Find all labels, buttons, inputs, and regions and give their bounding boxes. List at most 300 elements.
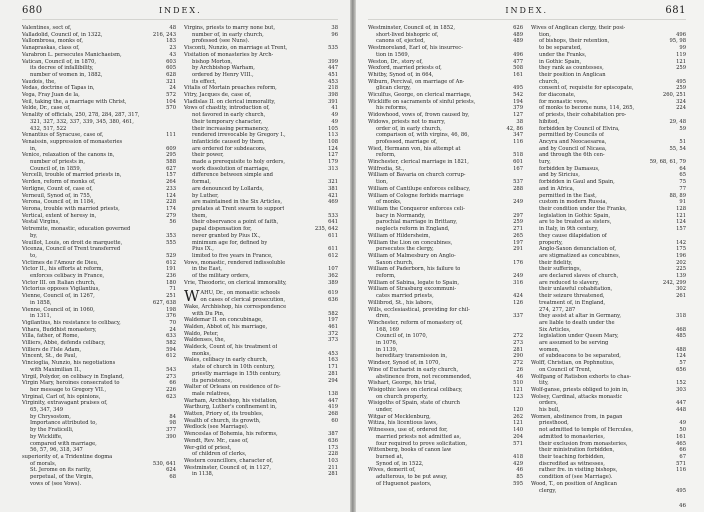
- index-entry: [22, 38, 176, 45]
- index-entry: [22, 45, 176, 52]
- index-entry: [531, 172, 686, 179]
- index-entry: [184, 139, 338, 146]
- index-page-ref: 391: [328, 98, 338, 105]
- index-term: Vows, monastic, rendered indissoluble: [184, 259, 286, 266]
- index-term: formal,: [192, 179, 211, 186]
- index-page-ref: 537: [513, 179, 523, 186]
- index-term: Watten, Priory of, its troubles,: [184, 411, 264, 418]
- index-page-ref: 157: [166, 172, 176, 179]
- index-entry: [368, 353, 523, 360]
- index-page-ref: 121: [676, 58, 686, 65]
- index-entry: [368, 313, 523, 320]
- index-entry: [22, 387, 176, 394]
- index-page-ref: 111: [166, 132, 176, 139]
- index-page-ref: 571: [676, 460, 686, 467]
- index-entry: [368, 139, 523, 146]
- index-page-ref: 636: [328, 437, 338, 444]
- index-page-ref: 594: [166, 346, 176, 353]
- index-term: Velde, Dr., case of,: [22, 105, 71, 112]
- index-page-ref: 321: [328, 179, 338, 186]
- index-entry: [531, 420, 686, 427]
- right-page-number: 681: [665, 5, 686, 16]
- index-entry: [368, 206, 523, 213]
- index-page-ref: 142: [676, 239, 686, 246]
- index-page-ref: 24: [169, 326, 176, 333]
- index-page-ref: 453: [328, 78, 338, 85]
- index-page-ref: 453: [328, 350, 338, 357]
- index-entry: [368, 179, 523, 186]
- index-entry: [22, 32, 176, 39]
- index-page-ref: 518: [513, 152, 523, 159]
- index-page-ref: 291: [513, 246, 523, 253]
- index-entry: [368, 454, 523, 461]
- index-entry: [531, 32, 686, 39]
- index-term: their increasing permanency,: [192, 125, 269, 132]
- index-page-ref: 57: [679, 360, 686, 367]
- index-term: Villa, father, of Rome,: [22, 333, 80, 340]
- index-page-ref: 249: [513, 273, 523, 280]
- index-entry: [22, 447, 176, 454]
- index-term: their temporary character,: [192, 118, 262, 125]
- index-term: Vihara, Buddhist monastery,: [22, 326, 97, 333]
- index-term: Wolsey, Cardinal, attacks monastic: [531, 393, 623, 400]
- index-term: in 1858,: [30, 299, 52, 306]
- index-entry: [184, 273, 338, 280]
- index-term: Walden, Abbot of, his marriage,: [184, 323, 268, 330]
- index-term: abstinence from, not recommended,: [376, 373, 472, 380]
- index-page-ref: 24: [169, 85, 176, 92]
- index-entry: [184, 92, 338, 99]
- index-page-ref: 641: [328, 219, 338, 226]
- left-col-1: [22, 25, 176, 488]
- index-term: Waldenses, the,: [184, 337, 226, 344]
- index-entry: [184, 317, 338, 324]
- index-entry: [22, 253, 176, 260]
- index-page-ref: 85: [516, 474, 523, 481]
- index-page-ref: 389: [328, 279, 338, 286]
- index-entry: [531, 374, 686, 381]
- index-term: by Wickliffe,: [30, 433, 63, 440]
- index-entry: [184, 253, 338, 260]
- index-term: hibited,: [539, 118, 560, 125]
- right-running-head: [368, 5, 686, 20]
- index-term: Varabron L. persecutes Manichaeism,: [22, 51, 122, 58]
- index-page-ref: 572: [166, 92, 176, 99]
- index-term: Verden, reform of monks of,: [22, 179, 96, 186]
- index-term: Vienne, Council of, in 1267,: [22, 293, 95, 300]
- index-term: reform,: [376, 273, 396, 280]
- index-entry: [184, 79, 338, 86]
- index-entry: [184, 331, 338, 338]
- index-entry: [184, 226, 338, 233]
- index-page-ref: 611: [328, 246, 338, 253]
- index-term: forbidden by Council of Elvira,: [539, 125, 620, 132]
- index-entry: [531, 112, 686, 119]
- index-term: Anglo-Saxon denunciation of,: [539, 246, 617, 253]
- index-entry: [531, 179, 686, 186]
- index-entry: [368, 374, 523, 381]
- index-page-ref: 379: [513, 105, 523, 112]
- index-page-ref: 26: [516, 366, 523, 373]
- index-term: AHU, Dr., on monastic schools: [200, 290, 280, 297]
- index-entry: [184, 311, 338, 318]
- index-entry: [184, 72, 338, 79]
- index-term: compared with marriage,: [30, 440, 97, 447]
- index-term: Wake, Archbishop, his correspondence: [184, 303, 287, 310]
- index-term: papal dispensation for,: [192, 226, 252, 233]
- index-entry: [368, 380, 523, 387]
- index-entry: [184, 438, 338, 445]
- index-page-ref: 128: [676, 205, 686, 212]
- index-page-ref: 571: [513, 440, 523, 447]
- index-term: on cases of clerical prosecution,: [200, 297, 286, 304]
- index-term: Widowhood, vows of, frown caused by,: [368, 112, 470, 119]
- index-term: 321, 327, 332, 337, 339, 345, 380, 461,: [30, 118, 134, 125]
- index-term: William of Bavaria on church corrup-: [368, 172, 466, 179]
- index-term: Vigilantius, his resistance to celibacy,: [22, 319, 121, 326]
- drop-cap: W: [184, 287, 200, 306]
- index-page-ref: 595: [513, 480, 523, 487]
- index-entry: [184, 240, 338, 247]
- index-entry: [531, 186, 686, 193]
- index-term: admitted to monasteries,: [539, 433, 605, 440]
- index-entry: [184, 391, 338, 398]
- index-page-ref: 235, 642: [314, 226, 338, 233]
- index-page-ref: 46: [516, 373, 523, 380]
- index-entry: [368, 360, 523, 367]
- index-term: permitted by Councils of: [539, 132, 604, 139]
- index-term: their condition under the Franks,: [539, 205, 627, 212]
- index-page-ref: 49: [331, 112, 338, 119]
- index-page-ref: 477: [513, 58, 523, 65]
- index-entry: [368, 38, 523, 45]
- index-entry: [531, 85, 686, 92]
- index-entry: [184, 199, 338, 206]
- index-entry: [22, 313, 176, 320]
- index-term: them,: [192, 212, 208, 219]
- index-term: their observance a point of faith,: [192, 219, 279, 226]
- index-entry: [22, 327, 176, 334]
- index-term: Vitalis of Mortain preaches reform,: [184, 85, 277, 92]
- index-term: they rank as countesses,: [539, 65, 604, 72]
- index-page-ref: 535: [328, 45, 338, 52]
- index-term: William of Cantilupe enforces celibacy,: [368, 185, 471, 192]
- index-page-ref: 496: [513, 51, 523, 58]
- index-entry: [184, 132, 338, 139]
- index-entry: [184, 146, 338, 153]
- index-term: their sufferings,: [539, 266, 582, 273]
- index-entry: [531, 219, 686, 226]
- index-term: by Chrysostom,: [30, 413, 71, 420]
- index-term: Wine of Eucharist in early church,: [368, 366, 459, 373]
- index-page-ref: 121: [513, 420, 523, 427]
- index-entry: [22, 166, 176, 173]
- index-page-ref: 55, 54: [669, 145, 686, 152]
- index-page-ref: 399: [328, 58, 338, 65]
- index-term: Wales, celibacy in early church,: [184, 357, 268, 364]
- index-term: Vallombrosa, monks of,: [22, 38, 84, 45]
- index-term: are denounced by Lollards,: [192, 185, 264, 192]
- index-entry: [531, 353, 686, 360]
- index-page-ref: 279: [166, 212, 176, 219]
- index-entry: [22, 340, 176, 347]
- index-page-ref: 281: [328, 471, 338, 478]
- index-entry: [531, 313, 686, 320]
- index-page-ref: 29, 48: [669, 118, 686, 125]
- index-entry: [184, 266, 338, 273]
- index-entry: [22, 79, 176, 86]
- index-page-ref: 191: [166, 266, 176, 273]
- index-entry: [184, 59, 338, 66]
- index-entry: [368, 461, 523, 468]
- index-term: Vatican, Council of, in 1870,: [22, 58, 97, 65]
- index-entry: [184, 418, 338, 425]
- index-entry: [368, 59, 523, 66]
- index-term: Walter of Orleans on residence of fe-: [184, 384, 281, 391]
- index-entry: [531, 52, 686, 59]
- index-term: Virginal, Carl of, his opinions,: [22, 393, 101, 400]
- index-term: William of Hildersheim,: [368, 232, 431, 239]
- index-term: in 1311,: [30, 313, 52, 320]
- index-term: for monastic vows,: [539, 98, 589, 105]
- index-entry: [184, 337, 338, 344]
- index-term: Verona, trouble with married priests,: [22, 205, 120, 212]
- index-entry: [22, 152, 176, 159]
- index-entry: [368, 347, 523, 354]
- index-page-ref: 88, 89: [669, 192, 686, 199]
- index-page-ref: 197: [513, 239, 523, 246]
- index-term: their seizure threatened,: [539, 293, 605, 300]
- left-header-title: INDEX.: [158, 6, 202, 15]
- index-term: to,: [30, 252, 37, 259]
- index-entry: [531, 400, 686, 407]
- index-entry: [22, 273, 176, 280]
- left-col-2a: [184, 25, 338, 286]
- index-entry: [22, 226, 176, 233]
- index-entry: [368, 92, 523, 99]
- index-term: William of Malmesbury on Anglo-: [368, 252, 456, 259]
- index-entry: [22, 206, 176, 213]
- index-term: made a prerequisite to holy orders,: [192, 159, 286, 166]
- index-term: bacy in Normandy,: [376, 212, 426, 219]
- index-term: never granted by Pius IX.,: [192, 232, 261, 239]
- index-page-ref: 260, 251: [662, 92, 686, 99]
- index-term: Wenceslas of Bohemia, his reforms,: [184, 431, 278, 438]
- index-term: Ancyra and Neocaesarea,: [539, 138, 607, 145]
- index-entry: [368, 253, 523, 260]
- index-term: tion,: [539, 31, 551, 38]
- index-page-ref: 163: [328, 357, 338, 364]
- index-entry: [368, 394, 523, 401]
- index-entry: [531, 414, 686, 421]
- index-term: prelates at Trent swarm to support: [192, 205, 285, 212]
- index-entry: [531, 132, 686, 139]
- index-page-ref: 197: [328, 317, 338, 324]
- index-entry: [184, 260, 338, 267]
- index-term: professed (see Nuns).: [192, 38, 250, 45]
- index-page-ref: 259: [513, 219, 523, 226]
- index-page-ref: 295: [166, 152, 176, 159]
- index-term: Wives of Anglican clergy, their posi-: [531, 25, 626, 31]
- index-term: Wealth of church, its growth,: [184, 417, 261, 424]
- index-page-ref: 218: [328, 85, 338, 92]
- index-term: and in Africa,: [539, 185, 575, 192]
- index-entry: [368, 340, 523, 347]
- index-entry: [22, 193, 176, 200]
- index-entry: [368, 213, 523, 220]
- index-term: William the Conqueror enforces celi-: [368, 205, 465, 212]
- index-term: Vanapraskas, class of,: [22, 45, 80, 52]
- index-term: short-lived bishopric of,: [376, 31, 439, 38]
- index-term: of the military orders,: [192, 273, 250, 280]
- index-term: Six Articles,: [539, 326, 571, 333]
- index-entry: [368, 172, 523, 179]
- index-page-ref: 303: [676, 386, 686, 393]
- index-entry: [531, 454, 686, 461]
- index-term: cates married priests,: [376, 293, 434, 300]
- index-entry: [531, 307, 686, 314]
- index-term: superiority of, a Tridentine dogma: [22, 454, 113, 460]
- index-entry: [184, 351, 338, 358]
- index-page-ref: 42, 86: [506, 125, 523, 132]
- index-entry: [368, 32, 523, 39]
- index-page-ref: 140: [513, 427, 523, 434]
- index-term: Wolfgang of Ratisbon exhorts to chas-: [531, 373, 632, 380]
- index-term: not favored in early church,: [192, 112, 266, 119]
- index-page-ref: 121: [513, 386, 523, 393]
- index-term: parochial marriage in Brittany,: [376, 219, 458, 226]
- index-term: enforces celibacy in France,: [30, 273, 105, 280]
- index-term: Windsor, Synod of, in 1070,: [368, 360, 441, 367]
- index-term: in,: [30, 145, 37, 152]
- index-page-ref: 59: [679, 125, 686, 132]
- index-term: number of priests in,: [30, 159, 86, 166]
- index-page-ref: 605: [166, 65, 176, 72]
- index-page-ref: 176: [513, 259, 523, 266]
- index-term: Vertical, extent of heresy in,: [22, 212, 97, 219]
- index-page-ref: 113: [328, 132, 338, 139]
- index-term: on Council of Trent,: [539, 366, 592, 373]
- index-entry: [184, 172, 338, 179]
- index-page-ref: 251: [166, 293, 176, 300]
- index-term: rendered irrevocable by Gregory I.,: [192, 132, 286, 139]
- index-page-ref: 447: [676, 400, 686, 407]
- index-entry: [22, 186, 176, 193]
- index-term: Wittenberg, books of canon law: [368, 447, 452, 454]
- index-entry: [22, 307, 176, 314]
- index-term: difference between simple and: [192, 172, 273, 179]
- index-entry: [22, 159, 176, 166]
- index-term: order of, in early church,: [376, 125, 442, 132]
- index-entry: [22, 25, 176, 32]
- index-entry: [22, 105, 176, 112]
- index-entry: [368, 52, 523, 59]
- index-term: William of Paderborn, his failure to: [368, 266, 461, 273]
- index-page-ref: 179: [328, 159, 338, 166]
- index-page-ref: 281: [328, 370, 338, 377]
- index-entry: [184, 364, 338, 371]
- index-entry: [22, 85, 176, 92]
- index-page-ref: 623: [166, 393, 176, 400]
- index-term: Council of, in 1070,: [376, 333, 428, 340]
- index-entry: [22, 414, 176, 421]
- right-columns: [368, 25, 686, 494]
- index-term: 274, 277, 287: [539, 306, 576, 313]
- index-page-ref: 138: [328, 390, 338, 397]
- index-term: and by Siricius,: [539, 172, 580, 179]
- index-entry: [531, 461, 686, 468]
- index-entry: [184, 186, 338, 193]
- index-page-ref: 627: [166, 165, 176, 172]
- index-term: of morals,: [30, 460, 57, 467]
- index-term: are ordered for subdeacons,: [192, 145, 267, 152]
- index-page-ref: 273: [513, 340, 523, 347]
- index-entry: [531, 166, 686, 173]
- index-term: Venaissin, suppression of monasteries: [22, 138, 123, 145]
- index-entry: [22, 126, 176, 133]
- index-term: William of Sabina, legate to Spain,: [368, 279, 460, 286]
- index-entry: [22, 441, 176, 448]
- index-entry: [184, 451, 338, 458]
- index-page-ref: 628: [166, 71, 176, 78]
- index-entry: [368, 273, 523, 280]
- index-page-ref: 373: [328, 337, 338, 344]
- index-entry: [368, 320, 523, 327]
- index-entry: [184, 233, 338, 240]
- index-entry: [184, 246, 338, 253]
- index-entry: [184, 411, 338, 418]
- index-entry: [22, 474, 176, 481]
- index-entry: [22, 400, 176, 407]
- index-page-ref: 38: [331, 25, 338, 31]
- index-entry: [368, 327, 523, 334]
- index-page-ref: 259: [676, 65, 686, 72]
- index-page-ref: 108: [328, 138, 338, 145]
- index-term: Winchester, reform of monastery of,: [368, 319, 463, 326]
- index-page-ref: 50: [679, 427, 686, 434]
- index-page-ref: 196: [676, 252, 686, 259]
- index-entry: [368, 260, 523, 267]
- index-term: rather fre. in visiting bishops,: [539, 467, 618, 474]
- index-page-ref: 496: [676, 31, 686, 38]
- index-entry: [368, 447, 523, 454]
- index-page-ref: 421: [328, 192, 338, 199]
- index-term: they cause dilapidation of: [539, 232, 607, 239]
- index-entry: [368, 105, 523, 112]
- index-entry: [531, 347, 686, 354]
- index-entry: [184, 304, 338, 311]
- index-term: women,: [539, 346, 560, 353]
- index-page-ref: 46: [516, 467, 523, 474]
- index-term: Wiculfus, George, on clerical marriage,: [368, 92, 472, 99]
- index-entry: [531, 59, 686, 66]
- index-entry: [531, 92, 686, 99]
- index-term: Virginity, extravagant praises of,: [22, 400, 108, 407]
- left-col-2: [184, 25, 338, 488]
- index-entry: [184, 404, 338, 411]
- index-entry: [22, 240, 176, 247]
- index-entry: [531, 152, 686, 159]
- index-entry: [368, 65, 523, 72]
- index-entry: [368, 286, 523, 293]
- index-entry: [368, 25, 523, 32]
- index-entry: [184, 206, 338, 213]
- index-entry: [184, 471, 338, 478]
- index-entry: [531, 394, 686, 401]
- index-page-ref: 609: [166, 145, 176, 152]
- index-page-ref: 390: [166, 433, 176, 440]
- index-page-ref: 120: [513, 407, 523, 414]
